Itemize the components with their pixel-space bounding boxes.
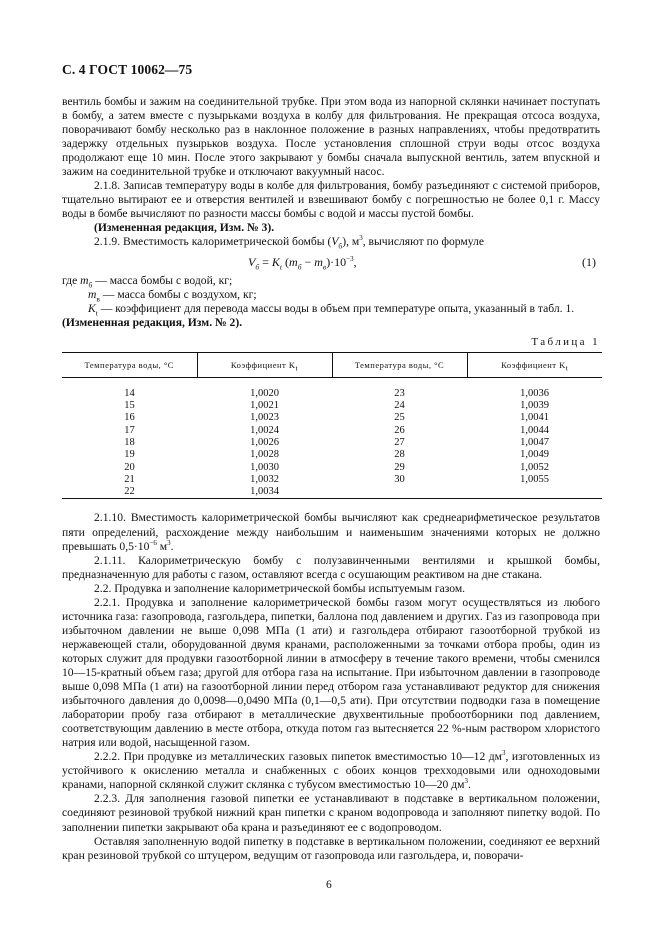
table-cell-coefficient: 1,0021 <box>250 400 279 412</box>
edit-note-2: (Измененная редакция, Изм. № 2). <box>62 315 243 329</box>
formula-number: (1) <box>582 254 596 269</box>
paragraph-2-2: 2.2. Продувка и заполнение калориметрической бомбы испытуемым газом. <box>94 581 466 595</box>
table-cell-coefficient: 1,0049 <box>520 449 549 461</box>
table-cell-temperature: 23 <box>394 387 405 399</box>
definition-k-t: $K_t$ — коэффициент для перевода массы воды в объем при температуре опыта, указанный в табл. 1. <box>88 301 575 317</box>
definition-m-v: $m_в$ — масса бомбы с воздухом, кг; <box>88 287 257 303</box>
document-body <box>62 95 600 863</box>
paragraph-2-2-3: 2.2.3. Для заполнения газовой пипетки ее устанавливают в подставке в вертикальном положении, соединяют резиновой трубкой нижний кран пипетки с краном водопровода и заполняют пипетку водой. По заполнении пипетки закрывают оба крана и разъединяют ее с водопроводом. <box>62 792 600 834</box>
table-cell-coefficient: 1,0044 <box>520 424 549 436</box>
table-col-coef-left <box>197 377 332 499</box>
table-cell-coefficient: 1,0047 <box>520 436 549 448</box>
table-cell-temperature: 28 <box>394 449 405 461</box>
table-cell-coefficient: 1,0026 <box>250 436 279 448</box>
table-cell-coefficient: 1,0030 <box>250 461 279 473</box>
table-cell-temperature: 15 <box>124 400 135 412</box>
table-cell-temperature: 18 <box>124 436 135 448</box>
table-col-coef-right <box>467 377 602 499</box>
paragraph-2-1-9: 2.1.9. Вместимость калориметрической бомбы $(V_б)$, $м^3$, вычисляют по формуле <box>94 234 484 251</box>
edit-note-1: (Измененная редакция, Изм. № 3). <box>94 221 275 235</box>
table-cell-temperature: 25 <box>394 412 405 424</box>
table-cell-coefficient: 1,0055 <box>520 473 549 485</box>
table-cell-temperature: 17 <box>124 424 135 436</box>
formula-definitions <box>62 274 600 316</box>
table-cell-temperature: 22 <box>124 486 135 498</box>
page-number: 6 <box>326 879 332 891</box>
table-cell-coefficient: 1,0034 <box>250 486 279 498</box>
table-cell-temperature: 14 <box>124 387 135 399</box>
table-header-temp-left: Температура воды, °C <box>62 352 197 377</box>
table-cell-coefficient: 1,0028 <box>250 449 279 461</box>
table-cell-coefficient: 1,0020 <box>250 387 279 399</box>
formula-1 <box>62 252 600 272</box>
table-cell-coefficient: 1,0032 <box>250 473 279 485</box>
table-cell-coefficient: 1,0041 <box>520 412 549 424</box>
table-col-temp-left <box>62 377 197 499</box>
table-caption: Таблица 1 <box>531 335 600 348</box>
table-header-coef-right: Коэффициент $K_t$ <box>467 352 602 377</box>
table-cell-temperature: 26 <box>394 424 405 436</box>
table-cell-temperature: 27 <box>394 436 405 448</box>
table-header-coef-left: Коэффициент $K_t$ <box>197 352 332 377</box>
paragraph-continuation: вентиль бомбы и зажим на соединительной трубке. При этом вода из напорной склянки начинает поступать в бомбу, а затем вместе с пузырьками воздуха в колбу для фильтрования. Не прекращая отсоса воздуха, поворачивают бомбу несколько раз в наклонное положение в разных направлениях, чтобы предотвратить задержку отдельных пузырьков воздуха. После установления сплошной струи воды отсос воздуха продолжают еще 10 мин. После этого закрывают у бомбы сначала выпускной вентиль, затем впускной и зажим на соединительной трубке и отключают вакуумный насос. <box>62 95 600 179</box>
paragraph-2-1-10: 2.1.10. Вместимость калориметрической бомбы вычисляют как среднеарифметическое результатов пяти определений, расхождение между наибольшим и наименьшим значениями которых не должно превышать $0,5\cdot 10^{-6}$ $м^3$. <box>62 511 600 553</box>
table-cell-temperature: 21 <box>124 473 135 485</box>
table-cell-temperature: 16 <box>124 412 135 424</box>
table-cell-temperature: 29 <box>394 461 405 473</box>
table-cell-coefficient: 1,0023 <box>250 412 279 424</box>
table-cell-coefficient: 1,0052 <box>520 461 549 473</box>
page-header: С. 4 ГОСТ 10062—75 <box>62 62 193 77</box>
table-col-temp-right <box>332 377 467 499</box>
formula-expression: $V_б = K_t$ $(m_б - m_в)\cdot 10^{-3}$, <box>248 254 357 271</box>
table-cell-temperature: 19 <box>124 449 135 461</box>
table-cell-temperature: 24 <box>394 400 405 412</box>
table-header-temp-right: Температура воды, °C <box>332 352 467 377</box>
table-cell-temperature: 30 <box>394 473 405 485</box>
table-cell-coefficient: 1,0039 <box>520 400 549 412</box>
table-cell-coefficient: 1,0024 <box>250 424 279 436</box>
table-cell-coefficient: 1,0036 <box>520 387 549 399</box>
paragraph-2-1-11: 2.1.11. Калориметрическую бомбу с полузавинченными вентилями и крышкой бомбы, предназначенную для работы с газом, оставляют всегда с осушающим реактивом на дне стакана. <box>62 553 600 581</box>
table-cell-temperature: 20 <box>124 461 135 473</box>
table-1 <box>62 352 602 500</box>
definition-m-b: где $m_б$ — масса бомбы с водой, кг; <box>62 273 233 289</box>
paragraph-final: Оставляя заполненную водой пипетку в подставке в вертикальном положении, соединяют ее верхний кран резиновой трубкой со штуцером, ведущим от газопровода или газгольдера, и, поворачи- <box>62 834 600 862</box>
paragraph-2-1-8: 2.1.8. Записав температуру воды в колбе для фильтрования, бомбу разъединяют с системой приборов, тщательно вытирают ее и отверстия вентилей и взвешивают бомбу с погрешностью не более 0,1 г. Массу воды в бомбе вычисляют по разности массы бомбы с водой и массы пустой бомбы. <box>62 179 600 221</box>
paragraph-2-2-1: 2.2.1. Продувка и заполнение калориметрической бомбы газом могут осуществляться из любого источника газа: газопровода, газгольдера, пипетки, баллона под давлением и других. Газ из газопровода при избыточном давлении не выше 0,098 МПа (1 ати) и газгольдера отбирают газоотборной трубкой из нержавеющей стали, оборудованной двумя кранами, расположенными за точками отбора пробы, один из которых служит для продувки газоотборной линии в атмосферу в течение такого времени, чтобы сменился 10—15-кратный объем газа; другой для отбора газа на испытание. При избыточном давлении в газопроводе выше 0,098 МПа (1 ати) на газоотборной линии перед отбором газа устанавливают редуктор для снижения избыточного давления до 0,0098—0,0490 МПа (0,1—0,5 ати). При отсутствии подводки газа в помещение лаборатории пробу газа отбирают в металлические двухвентильные пробоотборники под давлением, соответствующим давлению в месте отбора, откуда потом газ вытесняется 22 %-ным раствором хлористого натрия или водой, насыщенной газом. <box>62 595 600 750</box>
paragraph-2-2-2: 2.2.2. При продувке из металлических газовых пипеток вместимостью 10—12 $дм^3$, изготовленных из устойчивого к окислению металла и снабженных с обоих концов трехходовыми или одноходовыми кранами, напорной склянкой служит склянка с тубусом вместимостью 10—20 $дм^3$. <box>62 749 600 792</box>
